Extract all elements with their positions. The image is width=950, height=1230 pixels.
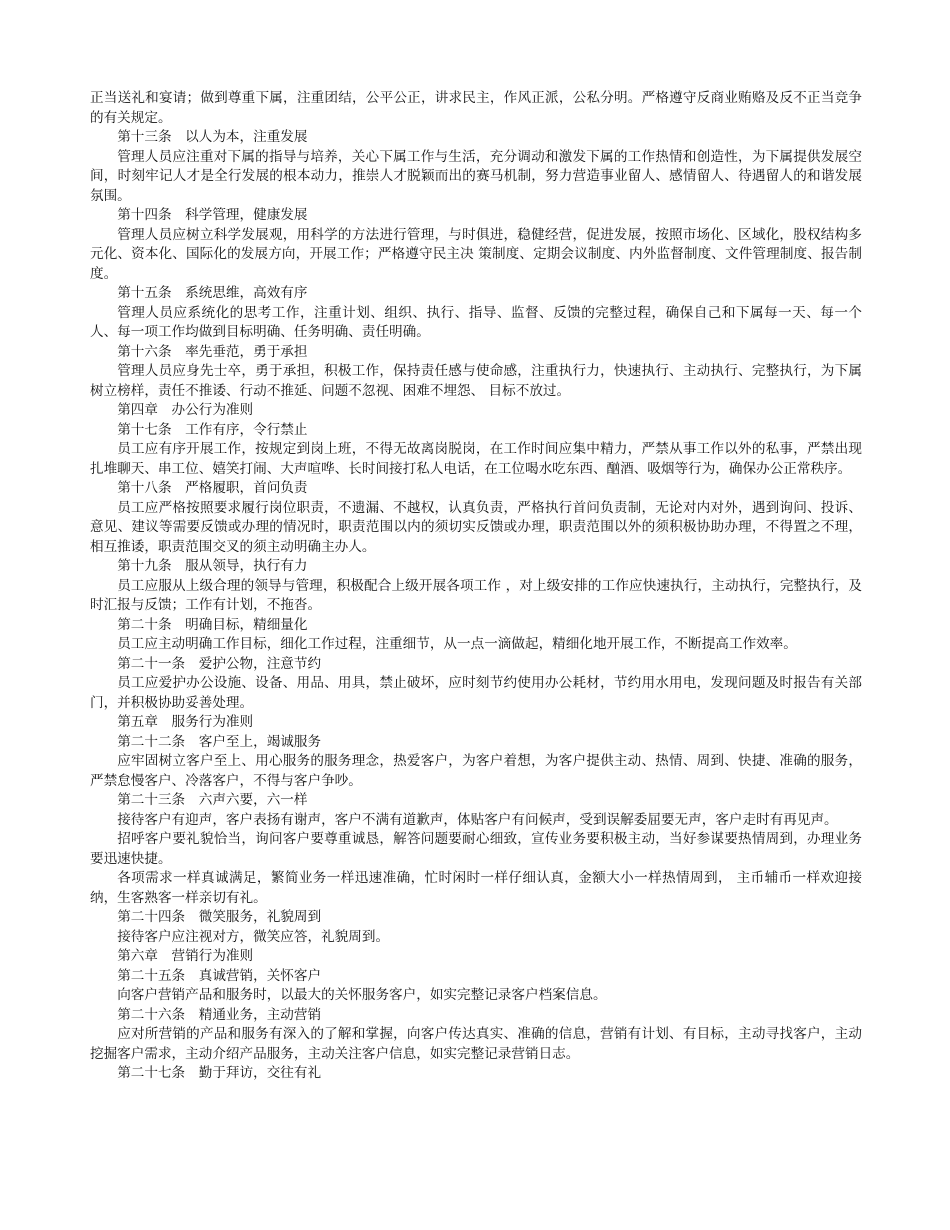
article-heading: 第二十六条 精通业务，主动营销 xyxy=(117,1006,322,1023)
article-heading: 第十五条 系统思维，高效有序 xyxy=(117,285,308,301)
body-paragraph: 各项需求一样真诚满足，繁简业务一样迅速准确，忙时闲时一样仔细认真，金额大小一样热情周到， 主币辅币一样欢迎接纳，生客熟客一样亲切有礼。 xyxy=(90,870,862,906)
article-heading: 第二十七条 勤于拜访，交往有礼 xyxy=(117,1065,322,1081)
article-heading: 第二十四条 微笑服务，礼貌周到 xyxy=(117,909,322,925)
document-page xyxy=(90,89,862,1084)
body-paragraph: 管理人员应身先士卒，勇于承担，积极工作，保持责任感与使命感，注重执行力，快速执行、主动执行、完整执行，为下属树立榜样，责任不推诿、行动不推延、问题不忽视、困难不埋怨、 目标不放过。 xyxy=(90,363,862,399)
body-paragraph: 员工应爱护办公设施、设备、用品、用具，禁止破坏，应时刻节约使用办公耗材，节约用水用电，发现问题及时报告有关部门，并积极协助妥善处理。 xyxy=(90,675,862,711)
article-heading: 第二十五条 真诚营销，关怀客户 xyxy=(117,967,322,984)
body-paragraph: 管理人员应系统化的思考工作，注重计划、组织、执行、指导、监督、反馈的完整过程，确保自己和下属每一天、每一个人、每一项工作均做到目标明确、任务明确、责任明确。 xyxy=(90,304,862,340)
body-paragraph: 员工应主动明确工作目标，细化工作过程，注重细节，从一点一滴做起，精细化地开展工作，不断提高工作效率。 xyxy=(117,636,797,652)
article-heading: 第十四条 科学管理，健康发展 xyxy=(117,207,308,223)
article-heading: 第十七条 工作有序，令行禁止 xyxy=(117,421,308,438)
article-heading: 第二十二条 客户至上，竭诚服务 xyxy=(117,733,322,750)
body-paragraph: 员工应严格按照要求履行岗位职责，不遗漏、不越权，认真负责，严格执行首问负责制，无论对内对外，遇到询问、投诉、意见、建议等需要反馈或办理的情况时，职责范围以内的须切实反馈或办理，职责范围以外的须积极协助办理，不得置之不理，相互推诿，职责范围交叉的须主动明确主办人。 xyxy=(90,499,862,555)
body-paragraph: 接待客户应注视对方，微笑应答，礼貌周到。 xyxy=(117,928,390,945)
chapter-heading: 第四章 办公行为准则 xyxy=(117,402,254,418)
body-paragraph: 招呼客户要礼貌恰当，询问客户要尊重诚恳，解答问题要耐心细致，宣传业务要积极主动，当好参谋要热情周到，办理业务要迅速快捷。 xyxy=(90,831,862,867)
chapter-heading: 第六章 营销行为准则 xyxy=(117,948,254,964)
body-paragraph: 正当送礼和宴请；做到尊重下属，注重团结，公平公正，讲求民主，作风正派，公私分明。严格遵守反商业贿赂及反不正当竞争的有关规定。 xyxy=(90,90,862,126)
article-heading: 第二十三条 六声六要，六一样 xyxy=(117,792,308,808)
chapter-heading: 第五章 服务行为准则 xyxy=(117,714,254,730)
body-paragraph: 管理人员应注重对下属的指导与培养，关心下属工作与生活，充分调动和激发下属的工作热情和创造性，为下属提供发展空间，时刻牢记人才是全行发展的根本动力，推崇人才脱颖而出的赛马机制，努力营造事业留人、感情留人、待遇留人的和谐发展氛围。 xyxy=(90,148,862,204)
body-paragraph: 向客户营销产品和服务时，以最大的关怀服务客户，如实完整记录客户档案信息。 xyxy=(117,987,607,1003)
body-paragraph: 员工应服从上级合理的领导与管理，积极配合上级开展各项工作 ，对上级安排的工作应快速执行，主动执行，完整执行，及时汇报与反馈；工作有计划，不拖沓。 xyxy=(90,577,862,613)
article-heading: 第二十一条 爱护公物，注意节约 xyxy=(117,655,322,672)
article-heading: 第十三条 以人为本，注重发展 xyxy=(117,129,308,145)
article-heading: 第十八条 严格履职，首问负责 xyxy=(117,480,308,496)
article-heading: 第十九条 服从领导，执行有力 xyxy=(117,558,308,574)
body-paragraph: 应牢固树立客户至上、用心服务的服务理念，热爱客户，为客户着想，为客户提供主动、热情、周到、快捷、准确的服务，严禁怠慢客户、冷落客户，不得与客户争吵。 xyxy=(90,753,862,789)
body-paragraph: 员工应有序开展工作，按规定到岗上班，不得无故离岗脱岗，在工作时间应集中精力，严禁从事工作以外的私事，严禁出现扎堆聊天、串工位、嬉笑打闹、大声喧哗、长时间接打私人电话，在工位喝水吃东西、酗酒、吸烟等行为，确保办公正常秩序。 xyxy=(90,441,862,477)
body-paragraph: 接待客户有迎声，客户表扬有谢声，客户不满有道歉声，体贴客户有问候声，受到误解委屈要无声，客户走时有再见声。 xyxy=(117,811,838,828)
article-heading: 第十六条 率先垂范，勇于承担 xyxy=(117,343,308,360)
body-paragraph: 管理人员应树立科学发展观，用科学的方法进行管理，与时俱进，稳健经营，促进发展，按照市场化、区域化，股权结构多元化、资本化、国际化的发展方向，开展工作；严格遵守民主决 策制度、定期会议制度、内外监督制度、文件管理制度、报告制度。 xyxy=(90,226,862,282)
body-paragraph: 应对所营销的产品和服务有深入的了解和掌握，向客户传达真实、准确的信息，营销有计划、有目标，主动寻找客户，主动挖掘客户需求，主动介绍产品服务，主动关注客户信息，如实完整记录营销日志。 xyxy=(90,1026,862,1062)
article-heading: 第二十条 明确目标，精细量化 xyxy=(117,616,308,633)
